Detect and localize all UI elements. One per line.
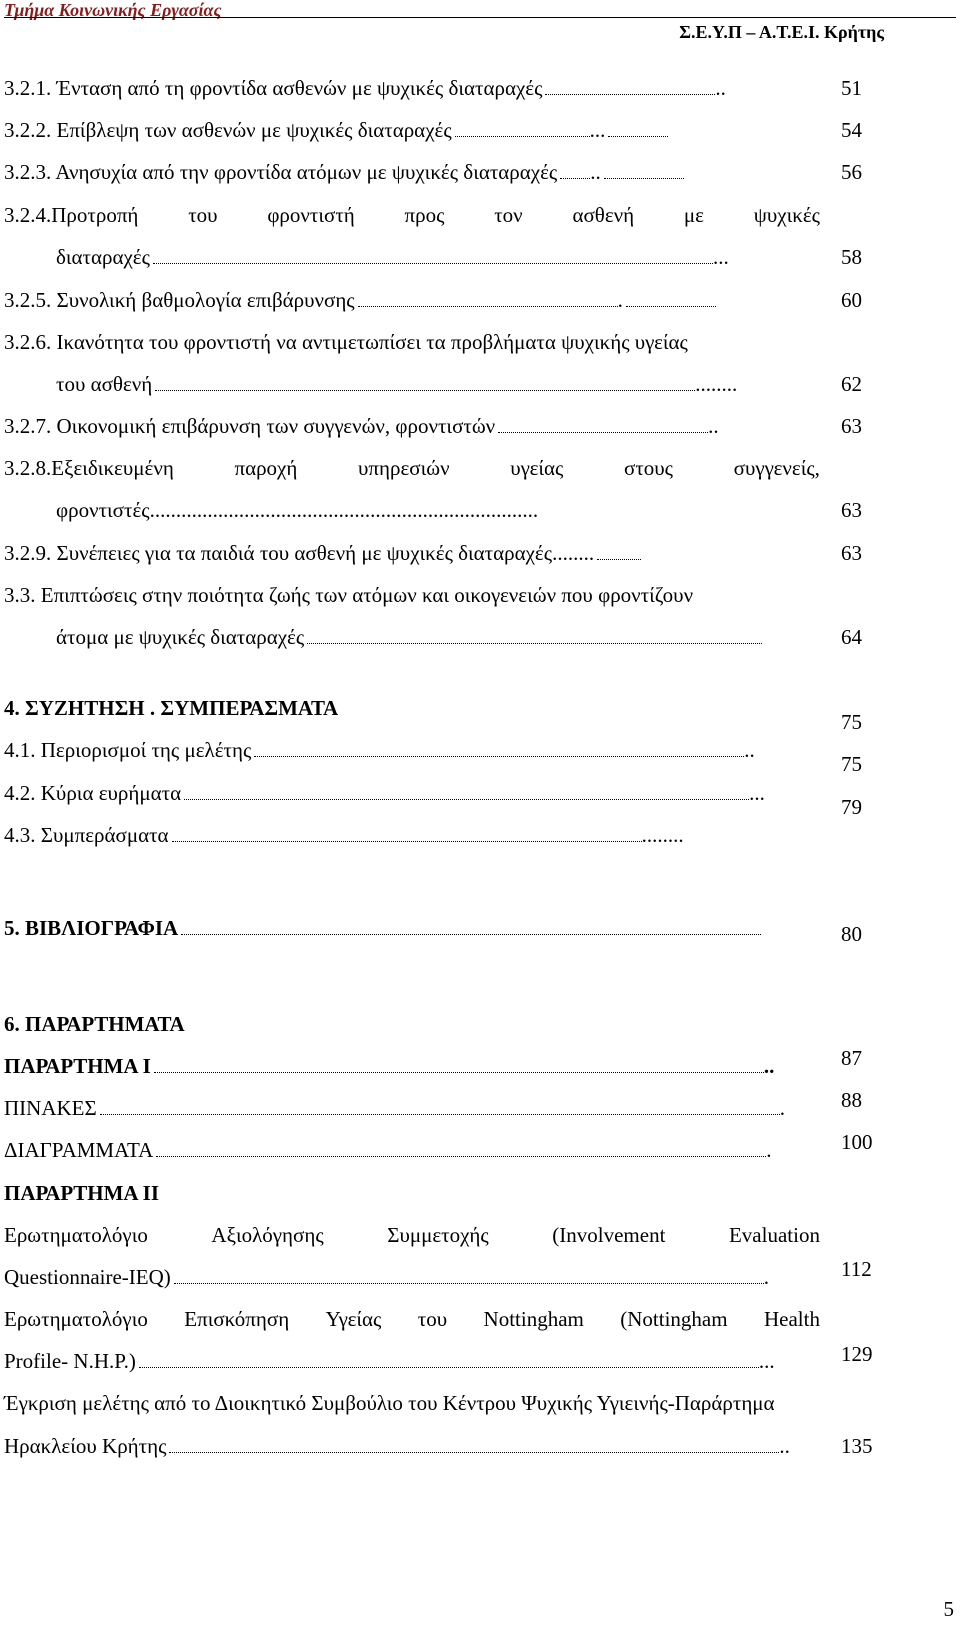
toc-entry-justified[interactable] xyxy=(4,1306,820,1332)
toc-entry[interactable] xyxy=(4,75,726,101)
toc-entry[interactable] xyxy=(4,1433,790,1459)
toc-entry-justified[interactable] xyxy=(4,1222,820,1248)
leader-dots xyxy=(153,249,713,264)
toc-word: του xyxy=(417,1307,448,1331)
toc-word: υπηρεσιών xyxy=(358,456,450,480)
toc-page-number: 129 xyxy=(841,1342,873,1366)
header-rule xyxy=(4,17,956,18)
toc-entry-text: 4.1. Περιορισμοί της μελέτης xyxy=(4,738,252,762)
toc-entry-text: 4. ΣΥΖΗΤΗΣΗ . ΣΥΜΠΕΡΑΣΜΑΤΑ xyxy=(4,696,339,720)
toc-word: ασθενή xyxy=(572,203,635,227)
toc-entry-text: φροντιστές xyxy=(56,498,150,522)
toc-page-number: 63 xyxy=(841,541,862,565)
toc-entry[interactable] xyxy=(4,159,684,185)
toc-entry[interactable] xyxy=(4,1348,775,1374)
toc-entry-text: 3.2.6. Ικανότητα του φροντιστή να αντιμετωπίσει τα προβλήματα ψυχικής υγείας xyxy=(4,330,688,354)
toc-page-number: 63 xyxy=(841,414,862,438)
toc-word: υγείας xyxy=(510,456,564,480)
leader-dots xyxy=(254,742,744,757)
toc-entry[interactable] xyxy=(4,1137,772,1163)
leader-dots xyxy=(184,785,749,800)
toc-section-heading[interactable] xyxy=(4,695,338,721)
toc-entry[interactable] xyxy=(4,1264,769,1290)
leader-dots xyxy=(100,1100,780,1115)
leader-dots xyxy=(156,1142,766,1157)
toc-section-heading[interactable] xyxy=(4,1011,185,1037)
toc-page-number: 54 xyxy=(841,118,862,142)
toc-entry-tail: .. xyxy=(590,160,601,184)
toc-entry[interactable] xyxy=(4,117,668,143)
toc-entry-text: ΠΙΝΑΚΕΣ xyxy=(4,1096,97,1120)
toc-word: Συμμετοχής xyxy=(387,1223,489,1247)
toc-entry-tail: ... xyxy=(589,118,606,142)
toc-entry[interactable] xyxy=(4,780,765,806)
toc-word: (Involvement xyxy=(552,1223,666,1247)
toc-page-number: 64 xyxy=(841,625,862,649)
leader-dots xyxy=(560,164,590,179)
toc-word: Επισκόπηση xyxy=(184,1307,290,1331)
toc-entry-tail: . xyxy=(763,1265,770,1289)
toc-entry-text: Questionnaire-IEQ) xyxy=(4,1265,171,1289)
leader-dots xyxy=(604,164,684,179)
toc-entry-tail: ........ xyxy=(695,372,738,396)
leader-dots xyxy=(154,1058,764,1073)
toc-entry-text: Ηρακλείου Κρήτης xyxy=(4,1434,167,1458)
toc-word: Health xyxy=(764,1307,820,1331)
header-institution: Σ.Ε.Υ.Π – Α.Τ.Ε.Ι. Κρήτης xyxy=(679,22,884,42)
toc-entry-text: 3.2.9. Συνέπειες για τα παιδιά του ασθενή με ψυχικές διαταραχές xyxy=(4,541,553,565)
toc-word: με xyxy=(683,203,704,227)
toc-entry[interactable] xyxy=(56,497,538,523)
toc-entry[interactable] xyxy=(4,582,693,608)
toc-entry-tail: .. xyxy=(708,414,719,438)
toc-word: Αξιολόγησης xyxy=(211,1223,324,1247)
leader-dots xyxy=(626,292,716,307)
leader-dots xyxy=(358,292,618,307)
leader-dots xyxy=(498,418,708,433)
toc-entry-text: Έγκριση μελέτης από το Διοικητικό Συμβούλιο του Κέντρου Ψυχικής Υγιεινής-Παράρτημα xyxy=(4,1391,775,1415)
toc-page-number: 60 xyxy=(841,288,862,312)
toc-entry-text: 3.2.2. Επίβλεψη των ασθενών με ψυχικές διαταραχές xyxy=(4,118,452,142)
toc-entry-tail: ........ xyxy=(641,823,684,847)
toc-entry[interactable] xyxy=(4,287,716,313)
toc-entry-text: Profile- N.H.P.) xyxy=(4,1349,136,1373)
toc-entry-text: 3.2.3. Ανησυχία από την φροντίδα ατόμων με ψυχικές διαταραχές xyxy=(4,160,558,184)
toc-entry-tail: . xyxy=(617,288,623,312)
toc-entry-text: 4.2. Κύρια ευρήματα xyxy=(4,781,182,805)
toc-page-number: 75 xyxy=(841,710,862,734)
leader-dots xyxy=(545,80,715,95)
toc-page-number: 75 xyxy=(841,752,862,776)
leader-dots xyxy=(169,1438,779,1453)
toc-entry[interactable] xyxy=(4,413,719,439)
toc-word: (Nottingham xyxy=(620,1307,728,1331)
toc-entry-text: 6. ΠΑΡΑΡΤΗΜΑΤΑ xyxy=(4,1012,185,1036)
toc-entry-tail: .. xyxy=(744,738,755,762)
toc-page-number: 79 xyxy=(841,795,862,819)
toc-entry[interactable] xyxy=(4,822,684,848)
toc-word: φροντιστή xyxy=(267,203,355,227)
toc-entry[interactable] xyxy=(4,1180,159,1206)
toc-entry[interactable] xyxy=(4,737,755,763)
toc-entry-text: ΠΑΡΑΡΤΗΜΑ ΙΙ xyxy=(4,1181,159,1205)
leader-dots xyxy=(155,376,695,391)
toc-word: συγγενείς, xyxy=(733,456,820,480)
toc-word: προς xyxy=(404,203,445,227)
toc-entry-tail: ........ xyxy=(552,541,595,565)
toc-entry-text: 3.2.5. Συνολική βαθμολογία επιβάρυνσης xyxy=(4,288,355,312)
toc-word: Ερωτηματολόγιο xyxy=(4,1307,148,1331)
toc-entry-tail: .......................................................................... xyxy=(149,498,539,522)
toc-word: στους xyxy=(624,456,673,480)
toc-entry[interactable] xyxy=(56,371,737,397)
toc-word: 3.2.4.Προτροπή xyxy=(4,203,139,227)
toc-word: παροχή xyxy=(234,456,298,480)
toc-entry-text: διαταραχές xyxy=(56,245,150,269)
leader-dots xyxy=(172,827,642,842)
toc-section-heading[interactable] xyxy=(4,915,761,941)
leader-dots xyxy=(307,629,762,644)
toc-entry-tail: .. xyxy=(763,1054,775,1078)
toc-page-number: 88 xyxy=(841,1088,862,1112)
toc-entry[interactable] xyxy=(4,1053,774,1079)
toc-entry-text: 5. ΒΙΒΛΙΟΓΡΑΦΙΑ xyxy=(4,916,179,940)
toc-entry-text: 4.3. Συμπεράσματα xyxy=(4,823,169,847)
leader-dots xyxy=(597,545,641,560)
toc-entry-text: 3.2.1. Ένταση από τη φροντίδα ασθενών με ψυχικές διαταραχές xyxy=(4,76,543,100)
toc-entry-text: 3.3. Επιπτώσεις στην ποιότητα ζωής των ατόμων και οικογενειών που φροντίζουν xyxy=(4,583,694,607)
toc-word: ψυχικές xyxy=(753,203,820,227)
toc-page-number: 58 xyxy=(841,245,862,269)
toc-word: Evaluation xyxy=(728,1223,820,1247)
page-number: 5 xyxy=(943,1597,954,1621)
toc-word: 3.2.8.Εξειδικευμένη xyxy=(4,456,174,480)
toc-entry-text: ΔΙΑΓΡΑΜΜΑΤΑ xyxy=(4,1138,154,1162)
leader-dots xyxy=(608,122,668,137)
leader-dots xyxy=(139,1353,759,1368)
toc-page-number: 100 xyxy=(841,1130,873,1154)
toc-entry-justified[interactable] xyxy=(4,455,820,481)
header-department: Τμήμα Κοινωνικής Εργασίας xyxy=(4,0,222,20)
toc-page-number: 63 xyxy=(841,498,862,522)
toc-entry[interactable] xyxy=(56,244,729,270)
toc-word: τον xyxy=(494,203,523,227)
toc-page-number: 51 xyxy=(841,76,862,100)
toc-word: του xyxy=(188,203,218,227)
toc-entry-tail: ... xyxy=(749,781,765,805)
toc-entry-justified[interactable] xyxy=(4,202,820,228)
leader-dots xyxy=(455,122,590,137)
toc-entry[interactable] xyxy=(4,1390,775,1416)
toc-entry[interactable] xyxy=(4,1095,785,1121)
toc-word: Nottingham xyxy=(483,1307,584,1331)
toc-entry-text: του ασθενή xyxy=(56,372,153,396)
toc-entry-tail: .. xyxy=(779,1434,790,1458)
leader-dots xyxy=(181,920,761,935)
toc-word: Υγείας xyxy=(325,1307,382,1331)
toc-page-number: 87 xyxy=(841,1046,862,1070)
toc-entry[interactable] xyxy=(4,329,688,355)
toc-entry-tail: ... xyxy=(712,245,729,269)
toc-page-number: 80 xyxy=(841,922,862,946)
toc-entry-tail: .. xyxy=(715,76,726,100)
leader-dots xyxy=(174,1269,764,1284)
toc-page-number: 112 xyxy=(841,1257,872,1281)
toc-page-number: 135 xyxy=(841,1434,873,1458)
toc-entry-tail: . xyxy=(766,1138,772,1162)
toc-entry[interactable] xyxy=(56,624,762,650)
toc-entry[interactable] xyxy=(4,540,641,566)
toc-entry-tail: ... xyxy=(758,1349,775,1373)
toc-page-number: 56 xyxy=(841,160,862,184)
toc-word: Ερωτηματολόγιο xyxy=(4,1223,148,1247)
toc-entry-text: 3.2.7. Οικονομική επιβάρυνση των συγγενών, φροντιστών xyxy=(4,414,496,438)
toc-entry-text: ΠΑΡΑΡΤΗΜΑ Ι xyxy=(4,1054,151,1078)
toc-page-number: 62 xyxy=(841,372,862,396)
toc-entry-text: άτομα με ψυχικές διαταραχές xyxy=(56,625,305,649)
toc-entry-tail: . xyxy=(779,1096,785,1120)
